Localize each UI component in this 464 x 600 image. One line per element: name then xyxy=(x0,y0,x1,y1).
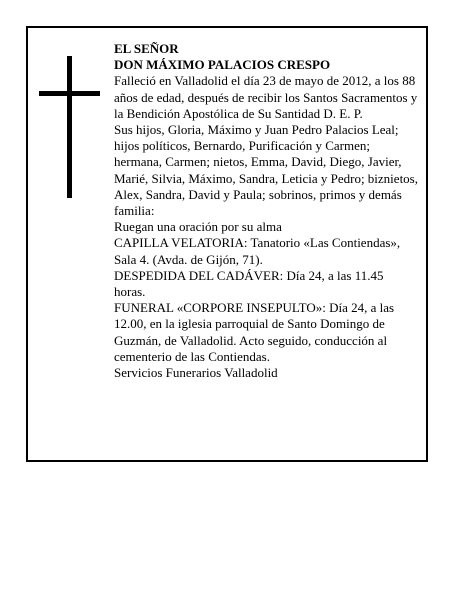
farewell-time: DESPEDIDA DEL CADÁVER: Día 24, a las 11.45 horas. xyxy=(114,267,384,300)
deceased-name: DON MÁXIMO PALACIOS CRESPO xyxy=(114,57,331,73)
funeral-details: FUNERAL «CORPORE INSEPULTO»: Día 24, a las 12.00, en la iglesia parroquial de Santo Domingo de Guzmán, de Valladolid. Acto seguido, conducción al cementerio de las Contiendas. xyxy=(114,300,395,364)
prayer-request: Ruegan una oración por su alma xyxy=(114,219,282,235)
cross-vertical-bar xyxy=(67,56,72,198)
funeral-services: Servicios Funerarios Valladolid xyxy=(114,365,278,381)
heading-title: EL SEÑOR xyxy=(114,41,179,56)
obituary-text xyxy=(114,41,418,381)
obituary-notice xyxy=(26,26,428,462)
family-list: Sus hijos, Gloria, Máximo y Juan Pedro Palacios Leal; hijos políticos, Bernardo, Purificación y Carmen; hermana, Carmen; nietos, Emma, David, Diego, Javier, Marié, Silvia, Máximo, Sandra, Leticia y Pedro; biznietos, Alex, Sandra, David y Paula; sobrinos, primos y demás familia: xyxy=(114,122,418,219)
wake-chapel: CAPILLA VELATORIA: Tanatorio «Las Contiendas», Sala 4. (Avda. de Gijón, 71). xyxy=(114,235,401,267)
cross-horizontal-bar xyxy=(39,91,100,96)
death-announcement: Falleció en Valladolid el día 23 de mayo de 2012, a los 88 años de edad, después de recibir los Santos Sacramentos y la Bendición Apostólica de Su Santidad D. E. P. xyxy=(114,73,418,121)
